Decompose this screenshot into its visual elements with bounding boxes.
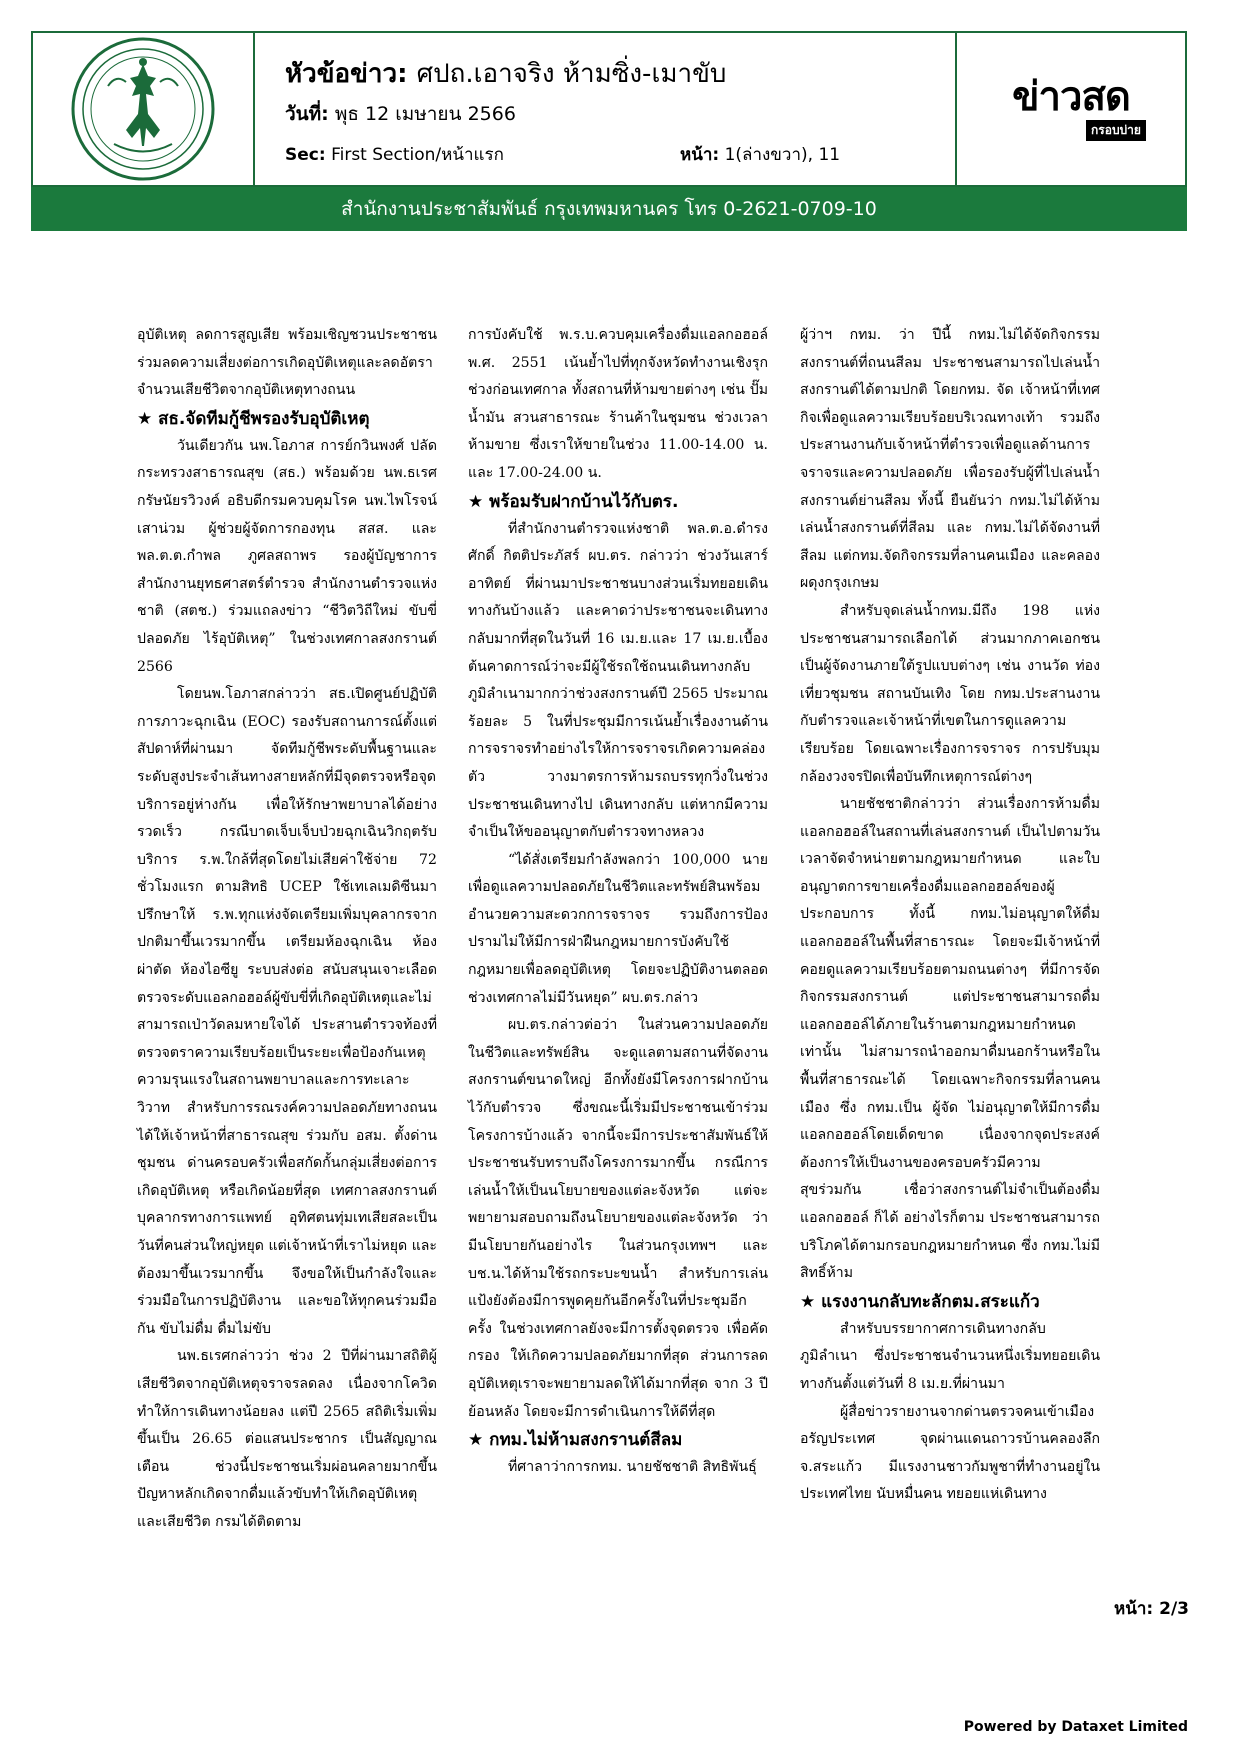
subheading: ★ สธ.จัดทีมกู้ชีพรองรับอุบัติเหตุ: [137, 408, 370, 429]
headline-label: หัวข้อข่าว:: [285, 59, 408, 89]
paragraph: สำหรับจุดเล่นน้ำกทม.มีถึง 198 แห่ง ประชาชนสามารถเลือกได้ ส่วนมากภาคเอกชนเป็นผู้จัดงานภายใต้รูปแบบต่างๆ เช่น งานวัด ท่องเที่ยวชุมชน สถานบันเทิง โดย กทม.ประสานงานกับตำรวจและเจ้าหน้าที่เขตในการดูแลความเรียบร้อย โดยเฉพาะเรื่องการจราจร การปรับมุมกล้องวงจรปิดเพื่อบันทึกเหตุการณ์ต่างๆ: [800, 602, 1100, 785]
paragraph: การบังคับใช้ พ.ร.บ.ควบคุมเครื่องดื่มแอลกอฮอล์ พ.ศ. 2551 เน้นย้ำไปที่ทุกจังหวัดทำงานเชิงรุกช่วงก่อนเทศกาล ทั้งสถานที่ห้ามขายต่างๆ เช่น ปั๊มน้ำมัน สวนสาธารณะ ร้านค้าในชุมชน ช่วงเวลาห้ามขาย ซึ่งเราให้ขายในช่วง 11.00-14.00 น. และ 17.00-24.00 น.: [468, 327, 768, 481]
brand-cell: [957, 33, 1185, 185]
section-line: [285, 141, 504, 168]
article-column-1: [137, 322, 437, 1537]
newspaper-logo: ข่าวสด: [1012, 74, 1130, 120]
page-ref-line: [680, 141, 840, 168]
powered-by: Powered by Dataxet Limited: [963, 1719, 1188, 1735]
paragraph: นายชัชชาติกล่าวว่า ส่วนเรื่องการห้ามดื่มแอลกอฮอล์ในสถานที่เล่นสงกรานต์ เป็นไปตามวันเวลาจัดจำหน่ายตามกฎหมายกำหนด และใบอนุญาตการขายเครื่องดื่มแอลกอฮอล์ของผู้ประกอบการ ทั้งนี้ กทม.ไม่อนุญาตให้ดื่มแอลกอฮอล์ในพื้นที่สาธารณะ โดยจะมีเจ้าหน้าที่คอยดูแลความเรียบร้อยตามถนนต่างๆ ที่มีการจัดกิจกรรมสงกรานต์ แต่ประชาชนสามารถดื่มแอลกอฮอล์ได้ภายในร้านตามกฎหมายกำหนดเท่านั้น ไม่สามารถนำออกมาดื่มนอกร้านหรือในพื้นที่สาธารณะได้ โดยเฉพาะกิจกรรมที่ลานคนเมือง ซึ่ง กทม.เป็น ผู้จัด ไม่อนุญาตให้มีการดื่มแอลกอฮอล์โดยเด็ดขาด เนื่องจากจุดประสงค์ต้องการให้เป็นงานของครอบครัวมีความสุขร่วมกัน เชื่อว่าสงกรานต์ไม่จำเป็นต้องดื่มแอลกอฮอล์ ก็ได้ อย่างไรก็ตาม ประชาชนสามารถบริโภคได้ตามกรอบกฎหมายกำหนด ซึ่ง กทม.ไม่มีสิทธิ์ห้าม: [800, 796, 1100, 1282]
page-number-label: หน้า:: [1114, 1599, 1154, 1619]
article-column-3: [800, 322, 1100, 1509]
clipping-header: [31, 31, 1187, 187]
edition-badge: กรอบบ่าย: [1086, 120, 1146, 141]
section-label: Sec:: [285, 145, 326, 165]
section-value: First Section/หน้าแรก: [331, 145, 504, 165]
date-label: วันที่:: [285, 103, 329, 125]
office-banner: สำนักงานประชาสัมพันธ์ กรุงเทพมหานคร โทร 0-2621-0709-10: [31, 187, 1187, 231]
paragraph: ผู้สื่อข่าวรายงานจากด่านตรวจคนเข้าเมืองอรัญประเทศ จุดผ่านแดนถาวรบ้านคลองลึก จ.สระแก้ว มีแรงงานชาวกัมพูชาที่ทำงานอยู่ในประเทศไทย นับหมื่นคน ทยอยแห่เดินทาง: [800, 1403, 1100, 1503]
date-line: [285, 99, 516, 129]
paragraph: วันเดียวกัน นพ.โอภาส การย์กวินพงศ์ ปลัดกระทรวงสาธารณสุข (สธ.) พร้อมด้วย นพ.ธเรศ กรัษนัยรวิวงค์ อธิบดีกรมควบคุมโรค นพ.ไพโรจน์ เสาน่วม ผู้ช่วยผู้จัดการกองทุน สสส. และ พล.ต.ต.กำพล ภูศลสถาพร รองผู้บัญชาการสำนักงานยุทธศาสตร์ตำรวจ สำนักงานตำรวจแห่งชาติ (สตช.) ร่วมแถลงข่าว “ชีวิตวิถีใหม่ ขับขี่ปลอดภัย ไร้อุบัติเหตุ” ในช่วงเทศกาลสงกรานต์ 2566: [137, 437, 437, 675]
date-value: พุธ 12 เมษายน 2566: [334, 103, 516, 125]
headline: [285, 53, 726, 94]
bangkok-seal-icon: [68, 34, 218, 184]
info-cell: [255, 33, 957, 185]
paragraph: นพ.ธเรศกล่าวว่า ช่วง 2 ปีที่ผ่านมาสถิติผู้เสียชีวิตจากอุบัติเหตุจราจรลดลง เนื่องจากโควิดทำให้การเดินทางน้อยลง แต่ปี 2565 สถิติเริ่มเพิ่มขึ้นเป็น 26.65 ต่อแสนประชากร เป็นสัญญาณเตือน ช่วงนี้ประชาชนเริ่มผ่อนคลายมากขึ้น ปัญหาหลักเกิดจากดื่มแล้วขับทำให้เกิดอุบัติเหตุและเสียชีวิต กรมได้ติดตาม: [137, 1348, 437, 1530]
paragraph: อุบัติเหตุ ลดการสูญเสีย พร้อมเชิญชวนประชาชนร่วมลดความเสี่ยงต่อการเกิดอุบัติเหตุและลดอัตราจำนวนเสียชีวิตจากอุบัติเหตุทางถนน: [137, 327, 437, 399]
paragraph: ผบ.ตร.กล่าวต่อว่า ในส่วนความปลอดภัยในชีวิตและทรัพย์สิน จะดูแลตามสถานที่จัดงานสงกรานต์ขนาดใหญ่ อีกทั้งยังมีโครงการฝากบ้านไว้กับตำรวจ ซึ่งขณะนี้เริ่มมีประชาชนเข้าร่วมโครงการบ้างแล้ว จากนี้จะมีการประชาสัมพันธ์ให้ประชาชนรับทราบถึงโครงการมากขึ้น กรณีการเล่นน้ำให้เป็นนโยบายของแต่ละจังหวัด แต่จะพยายามสอบถามถึงนโยบายของแต่ละจังหวัด ว่ามีนโยบายกันอย่างไร ในส่วนกรุงเทพฯ และ บช.น.ได้ห้ามใช้รถกระบะขนน้ำ สำหรับการเล่นแป้งยังต้องมีการพูดคุยกันอีกครั้งในที่ประชุมอีกครั้ง ในช่วงเทศกาลยังจะมีการตั้งจุดตรวจ เพื่อคัดกรอง ให้เกิดความปลอดภัยมากที่สุด ส่วนการลดอุบัติเหตุเราจะพยายามลดให้ได้มากที่สุด จาก 3 ปีย้อนหลัง โดยจะมีการดำเนินการให้ดีที่สุด: [468, 1017, 768, 1420]
headline-text: ศปถ.เอาจริง ห้ามซิ่ง-เมาขับ: [416, 59, 727, 89]
subheading: ★ แรงงานกลับทะลักตม.สระแก้ว: [800, 1291, 1040, 1312]
article-column-2: [468, 322, 768, 1482]
subheading: ★ กทม.ไม่ห้ามสงกรานต์สีลม: [468, 1430, 683, 1451]
page-number: [1114, 1595, 1189, 1622]
page-ref-value: 1(ล่างขวา), 11: [724, 145, 841, 165]
paragraph: “ได้สั่งเตรียมกำลังพลกว่า 100,000 นายเพื่อดูแลความปลอดภัยในชีวิตและทรัพย์สินพร้อมอำนวยความสะดวกการจราจร รวมถึงการป้องปรามไม่ให้มีการฝ่าฝืนกฎหมายการบังคับใช้กฎหมายเพื่อลดอุบัติเหตุ โดยจะปฏิบัติงานตลอดช่วงเทศกาลไม่มีวันหยุด” ผบ.ตร.กล่าว: [468, 851, 768, 1006]
subheading: ★ พร้อมรับฝากบ้านไว้กับตร.: [468, 491, 679, 512]
page-ref-label: หน้า:: [680, 145, 720, 165]
paragraph: โดยนพ.โอภาสกล่าวว่า สธ.เปิดศูนย์ปฏิบัติการภาวะฉุกเฉิน (EOC) รองรับสถานการณ์ตั้งแต่สัปดาห์ที่ผ่านมา จัดทีมกู้ชีพระดับพื้นฐานและระดับสูงประจำเส้นทางสายหลักที่มีจุดตรวจหรือจุดบริการอยู่ห่างกัน เพื่อให้รักษาพยาบาลได้อย่างรวดเร็ว กรณีบาดเจ็บเจ็บป่วยฉุกเฉินวิกฤตรับบริการ ร.พ.ใกล้ที่สุดโดยไม่เสียค่าใช้จ่าย 72 ชั่วโมงแรก ตามสิทธิ UCEP ใช้เทเลเมดิซีนมาปรึกษาให้ ร.พ.ทุกแห่งจัดเตรียมเพิ่มบุคลากรจากปกติมาขึ้นเวรมากขึ้น เตรียมห้องฉุกเฉิน ห้องผ่าตัด ห้องไอซียู ระบบส่งต่อ สนับสนุนเจาะเลือดตรวจระดับแอลกอฮอล์ผู้ขับขี่ที่เกิดอุบัติเหตุและไม่สามารถเป่าวัดลมหายใจได้ ประสานตำรวจท้องที่ตรวจตราความเรียบร้อยเป็นระยะเพื่อป้องกันเหตุความรุนแรงในสถานพยาบาลและการทะเลาะวิวาท สำหรับการรณรงค์ความปลอดภัยทางถนนได้ให้เจ้าหน้าที่สาธารณสุข ร่วมกับ อสม. ตั้งด่านชุมชน ด่านครอบครัวเพื่อสกัดกั้นกลุ่มเสี่ยงต่อการเกิดอุบัติเหตุ หรือเกิดน้อยที่สุด เทศกาลสงกรานต์บุคลากรทางการแพทย์ อุทิศตนทุ่มเทเสียสละเป็นวันที่คนส่วนใหญ่หยุด แต่เจ้าหน้าที่เราไม่หยุด และต้องมาขึ้นเวรมากขึ้น จึงขอให้เป็นกำลังใจและร่วมมือในการปฏิบัติงาน และขอให้ทุกคนร่วมมือกัน ขับไม่ดื่ม ดื่มไม่ขับ: [137, 686, 437, 1337]
paragraph: ที่สำนักงานตำรวจแห่งชาติ พล.ต.อ.ดำรงศักดิ์ กิตติประภัสร์ ผบ.ตร. กล่าวว่า ช่วงวันเสาร์ อาทิตย์ ที่ผ่านมาประชาชนบางส่วนเริ่มทยอยเดินทางกันบ้างแล้ว และคาดว่าประชาชนจะเดินทางกลับมากที่สุดในวันที่ 16 เม.ย.และ 17 เม.ย.เบื้องต้นคาดการณ์ว่าจะมีผู้ใช้รถใช้ถนนเดินทางกลับภูมิลำเนามากกว่าช่วงสงกรานต์ปี 2565 ประมาณร้อยละ 5 ในที่ประชุมมีการเน้นย้ำเรื่องงานด้านการจราจรทำอย่างไรให้การจราจรเกิดความคล่องตัว วางมาตรการห้ามรถบรรทุกวิ่งในช่วงประชาชนเดินทางไป เดินทางกลับ แต่หากมีความจำเป็นให้ขออนุญาตกับตำรวจทางหลวง: [468, 520, 768, 841]
paragraph: ที่ศาลาว่าการกทม. นายชัชชาติ สิทธิพันธุ์: [508, 1459, 757, 1476]
page-number-value: 2/3: [1159, 1599, 1189, 1619]
logo-cell: [33, 33, 255, 185]
paragraph: สำหรับบรรยากาศการเดินทางกลับภูมิลำเนา ซึ่งประชาชนจำนวนหนึ่งเริ่มทยอยเดินทางกันตั้งแต่วันที่ 8 เม.ย.ที่ผ่านมา: [800, 1320, 1100, 1392]
paragraph: ผู้ว่าฯ กทม. ว่า ปีนี้ กทม.ไม่ได้จัดกิจกรรมสงกรานต์ที่ถนนสีลม ประชาชนสามารถไปเล่นน้ำสงกรานต์ได้ตามปกติ โดยกทม. จัด เจ้าหน้าที่เทศกิจเพื่อดูแลความเรียบร้อยบริเวณทางเท้า รวมถึงประสานงานกับเจ้าหน้าที่ตำรวจเพื่อดูแลด้านการจราจรและความปลอดภัย เพื่อรองรับผู้ที่ไปเล่นน้ำสงกรานต์ย่านสีลม ทั้งนี้ ยืนยันว่า กทม.ไม่ได้ห้ามเล่นน้ำสงกรานต์ที่สีลม และ กทม.ไม่ได้จัดงานที่สีลม แต่กทม.จัดกิจกรรมที่ลานคนเมือง และคลองผดุงกรุงเกษม: [800, 327, 1100, 592]
